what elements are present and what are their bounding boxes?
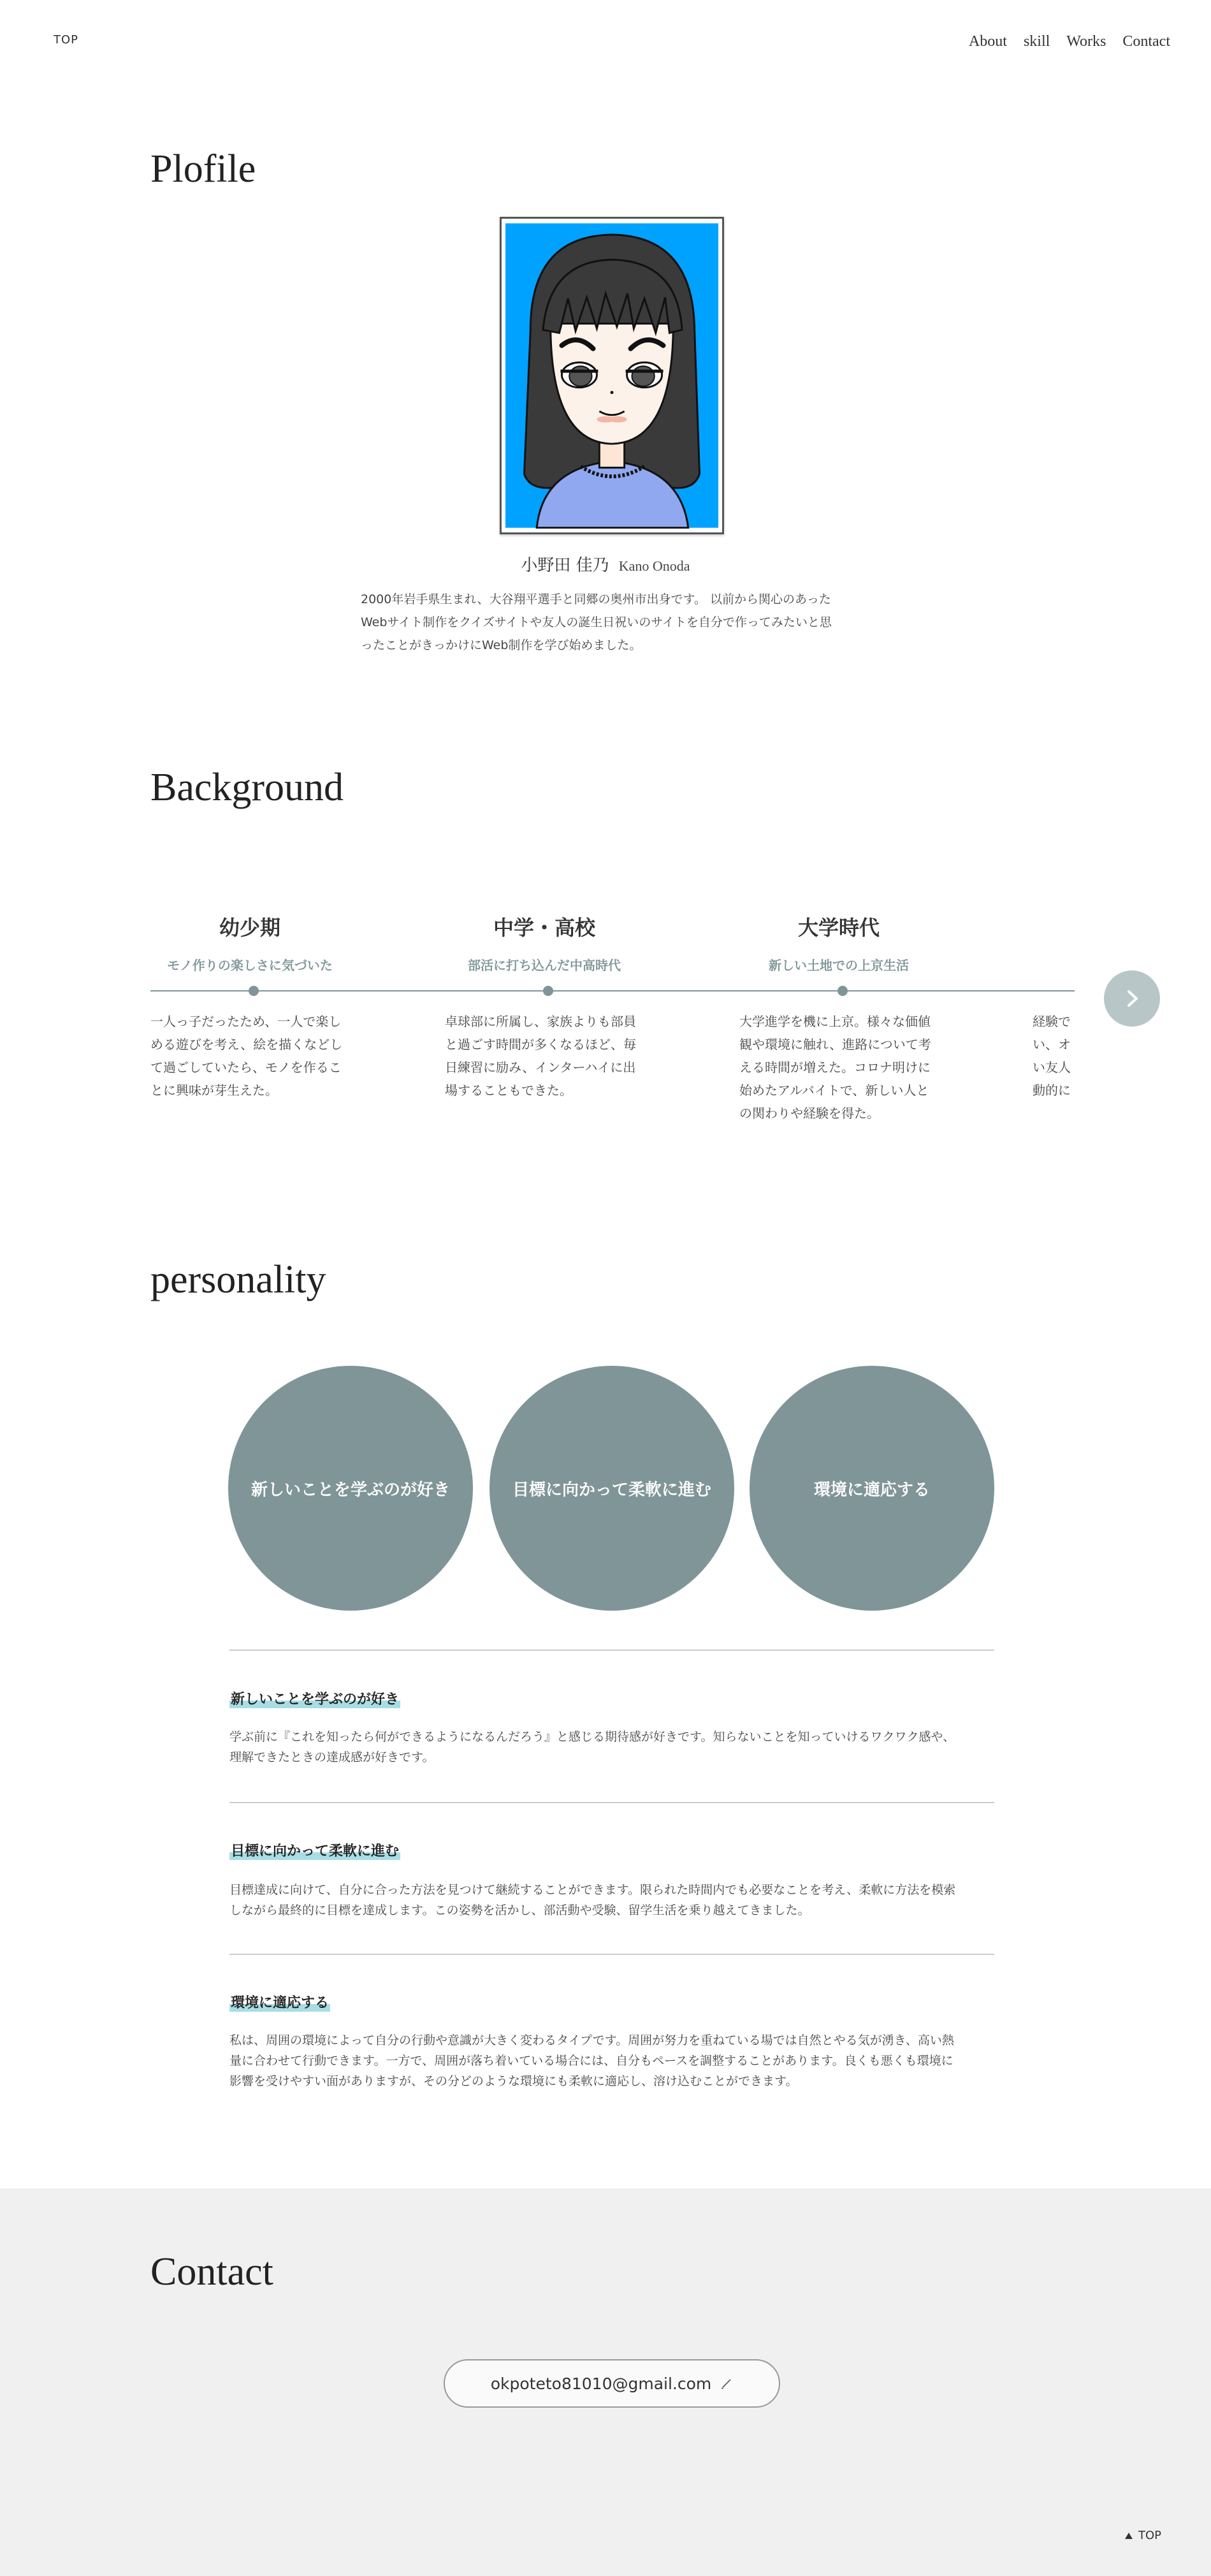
main-nav [969,33,1170,50]
timeline-title: 大学時代 [797,916,880,940]
divider [229,1954,994,1955]
top-link[interactable]: TOP [54,33,79,47]
profile-description [361,588,864,657]
timeline-line: 経験で [1033,1014,1071,1029]
personality-heading: 目標に向かって柔軟に進む [229,1840,400,1860]
back-to-top-link[interactable] [1124,2529,1161,2542]
personality-circle-label: 新しいことを学ぶのが好き [250,1480,450,1500]
timeline-item-university [737,912,941,974]
personality-text [229,1727,994,1767]
personality-line: しながら最終的に目標を達成します。この姿勢を活かし、部活動や受験、留学生活を乗り越えてきました。 [229,1903,810,1917]
timeline-next-button[interactable] [1104,970,1160,1027]
timeline-line: 観や環境に触れ、進路について考 [739,1037,931,1052]
timeline-dot [543,986,553,996]
timeline-line: 一人っ子だったため、一人で楽し [150,1014,342,1029]
timeline-item-school [442,912,646,974]
personality-circle [750,1366,994,1611]
personality-text [229,2030,994,2091]
timeline-title: 中学・高校 [493,916,595,940]
profile-title: Plofile [150,147,256,191]
timeline-line: い友人 [1033,1060,1071,1075]
personality-circle-label: 目標に向かって柔軟に進む [512,1480,711,1500]
timeline-line: 動的に [1033,1083,1071,1098]
triangle-up-icon [1124,2532,1133,2540]
timeline-subtitle: 部活に打ち込んだ中高時代 [468,958,621,973]
timeline-line: 始めたアルバイトで、新しい人と [739,1083,929,1098]
personality-line: 学ぶ前に『これを知ったら何ができるようになるんだろう』と感じる期待感が好きです。知らないことを知っていけるワクワク感や、 [229,1730,955,1744]
personality-line: 量に合わせて行動できます。一方で、周囲が落ち着いている場合には、自分もペースを調整することがあります。良くも悪くも環境に [229,2054,954,2068]
personality-heading: 新しいことを学ぶのが好き [229,1688,400,1708]
nav-works[interactable]: Works [1066,33,1106,50]
personality-circle-label: 環境に適応する [813,1480,930,1500]
timeline-text-partial [1033,1010,1075,1138]
timeline-line: 場することもできた。 [445,1083,572,1098]
avatar [500,217,724,534]
back-to-top-label: TOP [1138,2529,1161,2542]
divider [229,1650,994,1651]
nav-skill[interactable]: skill [1023,33,1050,50]
timeline-line: 卓球部に所属し、家族よりも部員 [445,1014,636,1029]
timeline-text [445,1010,642,1102]
divider [229,1802,994,1803]
name-japanese: 小野田 佳乃 [521,556,609,575]
timeline-title: 幼少期 [219,916,280,940]
timeline-subtitle: 新しい土地での上京生活 [769,958,909,973]
timeline-line: て過ごしていたら、モノを作るこ [150,1060,342,1075]
contact-title: Contact [150,2250,273,2294]
timeline-line: と過ごす時間が多くなるほど、毎 [445,1037,636,1052]
timeline-line: の関わりや経験を得た。 [739,1106,880,1121]
external-link-icon [720,2377,733,2390]
personality-line: 目標達成に向けて、自分に合った方法を見つけて継続することができます。限られた時間内でも必要なことを考え、柔軟に方法を模索 [229,1883,956,1897]
personality-line: 影響を受けやすい面がありますが、その分どのような環境にも柔軟に適応し、溶け込むことができます。 [229,2074,798,2088]
timeline-line: える時間が増えた。コロナ明けに [739,1060,931,1075]
timeline-line: める遊びを考え、絵を描くなどし [150,1037,343,1052]
chevron-right-icon [1121,988,1143,1009]
timeline-item-childhood [148,912,352,974]
timeline-line: 日練習に励み、インターハイに出 [445,1060,636,1075]
personality-title: personality [150,1258,326,1301]
personality-circle [228,1366,473,1611]
personality-text [229,1880,994,1921]
timeline-track [150,990,1075,992]
profile-line: 2000年岩手県生まれ、大谷翔平選手と同郷の奥州市出身です。 以前から関心のあった [361,592,831,606]
timeline-subtitle: モノ作りの楽しさに気づいた [167,958,333,973]
timeline-dot [249,986,259,996]
profile-name [0,552,1211,576]
nav-about[interactable]: About [968,33,1007,50]
timeline-text [739,1010,937,1125]
timeline-text [150,1010,348,1102]
timeline-line: とに興味が芽生えた。 [150,1083,278,1098]
timeline-line: い、オ [1033,1037,1071,1052]
timeline-line: 大学進学を機に上京。様々な価値 [739,1014,931,1029]
email-button[interactable] [444,2359,780,2408]
personality-line: 理解できたときの達成感が好きです。 [229,1750,435,1764]
personality-circle [489,1366,734,1611]
background-title: Background [150,766,344,809]
email-address: okpoteto81010@gmail.com [490,2374,712,2393]
personality-line: 私は、周囲の環境によって自分の行動や意識が大きく変わるタイプです。周囲が努力を重ねている場では自然とやる気が湧き、高い熱 [229,2033,954,2047]
personality-heading: 環境に適応する [229,1992,330,2012]
avatar-illustration [505,223,718,529]
name-english: Kano Onoda [618,558,690,574]
timeline-dot [838,986,848,996]
nav-contact[interactable]: Contact [1122,33,1170,50]
profile-line: Webサイト制作をクイズサイトや友人の誕生日祝いのサイトを自分で作ってみたいと思 [361,615,832,629]
profile-line: ったことがきっかけにWeb制作を学び始めました。 [361,638,642,652]
